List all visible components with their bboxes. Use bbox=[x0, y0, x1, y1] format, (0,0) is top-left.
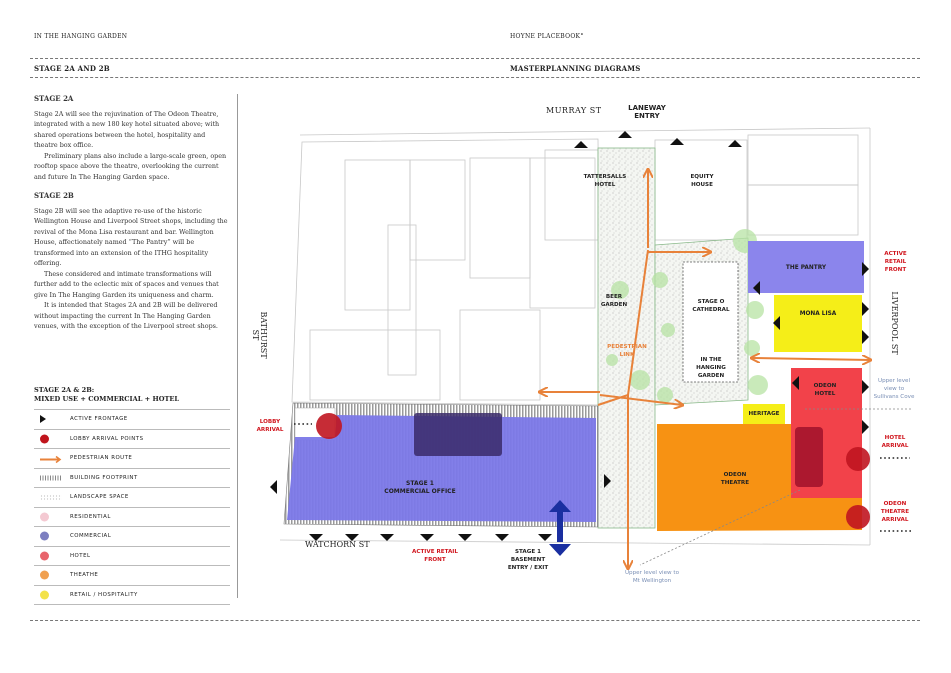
street-liverpool: LIVERPOOL ST bbox=[890, 291, 899, 355]
doc-header-left: IN THE HANGING GARDEN bbox=[34, 33, 128, 40]
label-active-retail-bottom: ACTIVE RETAIL FRONT bbox=[412, 549, 458, 563]
label-lobby-arrival: LOBBY ARRIVAL bbox=[256, 419, 284, 433]
legend-label: PEDESTRIAN ROUTE bbox=[70, 455, 133, 462]
legend-label: COMMERCIAL bbox=[70, 533, 112, 540]
legend-label: HOTEL bbox=[70, 552, 91, 559]
mona-lisa-block bbox=[774, 295, 862, 352]
label-heritage: HERITAGE bbox=[748, 411, 780, 417]
stage1-dark-block bbox=[414, 413, 502, 456]
lobby-point-stage1 bbox=[316, 413, 342, 439]
label-basement-entry: STAGE 1 BASEMENT ENTRY / EXIT bbox=[507, 549, 549, 571]
label-odeon-arrival: ODEON THEATRE ARRIVAL bbox=[880, 501, 910, 523]
section-title-left: STAGE 2A AND 2B bbox=[34, 64, 110, 73]
street-watchorn: WATCHORN ST bbox=[305, 540, 370, 549]
legend-title-line2: MIXED USE + COMMERCIAL + HOTEL bbox=[34, 395, 180, 403]
label-pedestrian-link: PEDESTRIAN LINK bbox=[607, 344, 647, 358]
legend-title-line1: STAGE 2A & 2B: bbox=[34, 386, 95, 394]
lobby-point-theatre bbox=[846, 505, 870, 529]
label-tattersalls: TATTERSALLS HOTEL bbox=[583, 174, 627, 188]
label-in-the-hanging-garden: IN THE HANGING GARDEN bbox=[696, 357, 726, 379]
odeon-theatre-inner bbox=[795, 427, 823, 487]
stage2b-heading: STAGE 2B bbox=[34, 191, 74, 200]
label-mona-lisa: MONA LISA bbox=[799, 311, 837, 317]
section-title-right: MASTERPLANNING DIAGRAMS bbox=[510, 64, 641, 73]
label-view-mt-wellington: Upper level view to Mt Wellington bbox=[624, 570, 680, 584]
label-active-retail-right: ACTIVE RETAIL FRONT bbox=[884, 251, 907, 273]
stage2a-paragraph-2: Preliminary plans also include a large-scale green, open rooftop space above the theatre, overlooking the current and future In The Hanging Garden space. bbox=[34, 151, 227, 181]
label-view-sullivans-cove: Upper level view to Sullivans Cove bbox=[873, 378, 915, 400]
stage2b-paragraph-3: It is intended that Stages 2A and 2B will be delivered without impacting the current In The Hanging Garden venues, with the exception of the Liverpool street shops. bbox=[34, 301, 218, 330]
doc-header-center: HOYNE PLACEBOOK° bbox=[510, 33, 584, 40]
street-murray: MURRAY ST bbox=[546, 106, 602, 115]
label-odeon-theatre: ODEON THEATRE bbox=[720, 472, 750, 486]
stage2b-paragraph-2: These considered and intimate transformations will further add to the eclectic mix of spaces and venues that give In The Hanging Garden its uniqueness and charm. bbox=[34, 269, 219, 299]
legend-label: LOBBY ARRIVAL POINTS bbox=[70, 435, 144, 442]
legend-label: RETAIL / HOSPITALITY bbox=[70, 591, 138, 598]
legend-label: ACTIVE FRONTAGE bbox=[70, 416, 128, 423]
legend-label: RESIDENTIAL bbox=[70, 513, 111, 520]
label-beer-garden: BEER GARDEN bbox=[600, 294, 628, 308]
label-laneway: LANEWAY ENTRY bbox=[628, 104, 666, 120]
stage2b-paragraph-1: Stage 2B will see the adaptive re-use of the historic Wellington House and Liverpool Street shops, including the revival of the Mona Lisa restaurant and bar. Wellington House, affectionately named “The Pantry” will be transformed into an extension of the ITHG hospitality offering. bbox=[34, 206, 228, 267]
stage2a-paragraph-1: Stage 2A will see the rejuvination of The Odeon Theatre, integrated with a new 180 key hotel situated above; with shared operations between the hotel, hospitality and theatre box office. bbox=[34, 109, 220, 149]
street-bathurst: BATHURST ST bbox=[251, 311, 268, 359]
label-stage0-cathedral: STAGE O CATHEDRAL bbox=[692, 299, 730, 313]
legend-label: BUILDING FOOTPRINT bbox=[70, 474, 138, 481]
stage2a-heading: STAGE 2A bbox=[34, 94, 74, 103]
label-the-pantry: THE PANTRY bbox=[785, 265, 827, 271]
label-equity-house: EQUITY HOUSE bbox=[690, 174, 714, 188]
label-stage1-office: STAGE 1 COMMERCIAL OFFICE bbox=[384, 480, 456, 495]
legend-label: LANDSCAPE SPACE bbox=[70, 494, 129, 501]
legend-label: THEATHE bbox=[70, 572, 99, 579]
lobby-point-hotel bbox=[846, 447, 870, 471]
label-odeon-hotel: ODEON HOTEL bbox=[813, 383, 837, 397]
label-hotel-arrival: HOTEL ARRIVAL bbox=[881, 435, 909, 449]
